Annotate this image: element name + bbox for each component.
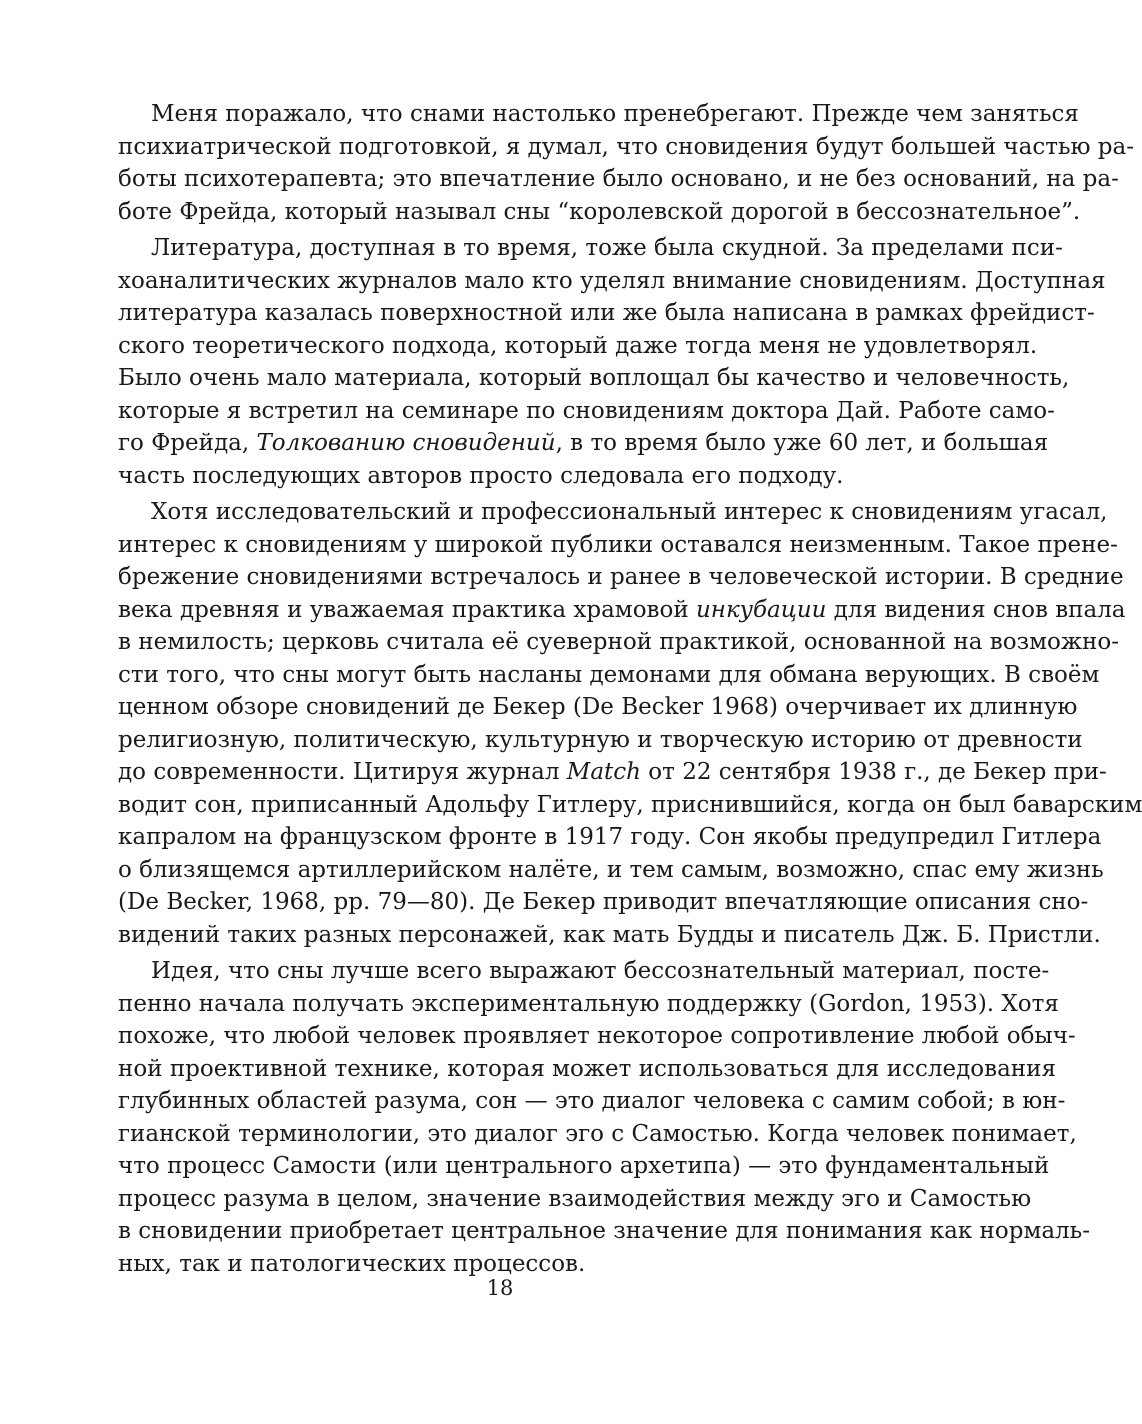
italic-text: Match (566, 759, 641, 785)
text-line (118, 626, 1119, 659)
text-segment: пенно начала получать экспериментальную поддержку (Gordon, 1953). Хотя (118, 990, 1059, 1017)
text-segment: гианской терминологии, это диалог эго с Самостью. Когда человек понимает, (118, 1120, 1077, 1147)
text-segment: Литература, доступная в то время, тоже была скудной. За пределами пси- (151, 235, 1063, 261)
text-line (118, 1118, 1077, 1151)
text-line (118, 131, 1135, 164)
text-segment: что процесс Самости (или центрального архетипа) — это фундаментальный (118, 1153, 1050, 1179)
text-segment: литература казалась поверхностной или же была написана в рамках фрейдист- (118, 300, 1095, 326)
text-segment: ных, так и патологических процессов. (118, 1250, 586, 1277)
text-segment: часть последующих авторов просто следовала его подходу. (118, 462, 844, 489)
italic-text: инкубации (695, 596, 827, 623)
text-segment: от 22 сентября 1938 г., де Бекер при- (641, 759, 1107, 785)
text-line (118, 427, 1049, 460)
italic-text: Толкованию сновидений (256, 430, 556, 456)
paragraph (118, 98, 1135, 228)
text-line (118, 955, 1050, 988)
text-line (118, 561, 1124, 594)
text-segment: ценном обзоре сновидений де Бекер (De Becker 1968) очерчивает их длинную (118, 694, 1078, 720)
text-segment: капралом на французском фронте в 1917 году. Сон якобы предупредил Гитлера (118, 824, 1102, 850)
text-segment: хоаналитических журналов мало кто уделял внимание сновидениям. Доступная (118, 267, 1106, 294)
text-segment: в немилость; церковь считала её суеверной практикой, основанной на возможно- (118, 629, 1119, 655)
text-line (118, 756, 1107, 789)
paragraph (118, 232, 1106, 492)
text-line (118, 919, 1101, 952)
text-line (118, 594, 1126, 627)
text-segment: ной проективной технике, которая может использоваться для исследования (118, 1055, 1056, 1082)
text-segment: до современности. Цитируя журнал (118, 759, 567, 785)
text-line (118, 496, 1108, 529)
text-segment: водит сон, приписанный Адольфу Гитлеру, приснившийся, когда он был баварским (118, 791, 1142, 818)
text-line (118, 265, 1106, 298)
text-line (118, 1215, 1090, 1248)
text-segment: боте Фрейда, который называл сны “королевской дорогой в бессознательное”. (118, 198, 1081, 225)
text-segment: глубинных областей разума, сон — это диалог человека с самим собой; в юн- (118, 1088, 1066, 1114)
text-line (118, 659, 1100, 692)
text-line (118, 988, 1059, 1021)
text-line (118, 821, 1102, 854)
text-segment: для видения снов впала (826, 596, 1126, 623)
text-line (118, 1085, 1066, 1118)
text-segment: интерес к сновидениям у широкой публики оставался неизменным. Такое прене- (118, 531, 1118, 558)
text-segment: (De Becker, 1968, pp. 79—80). Де Бекер приводит впечатляющие описания сно- (118, 889, 1089, 915)
text-line (118, 886, 1089, 919)
body-text (118, 98, 1142, 1280)
text-segment: видений таких разных персонажей, как мать Будды и писатель Дж. Б. Пристли. (118, 921, 1101, 948)
text-segment: о близящемся артиллерийском налёте, и тем самым, возможно, спас ему жизнь (118, 856, 1104, 883)
text-line (118, 691, 1078, 724)
text-segment: которые я встретил на семинаре по сновидениям доктора Дай. Работе само- (118, 397, 1055, 424)
text-segment: в сновидении приобретает центральное значение для понимания как нормаль- (118, 1218, 1090, 1244)
text-line (118, 1183, 1032, 1216)
text-segment: психиатрической подготовкой, я думал, что сновидения будут большей частью ра- (118, 133, 1135, 160)
text-line (118, 297, 1095, 330)
text-segment: брежение сновидениями встречалось и ранее в человеческой истории. В средние (118, 564, 1124, 590)
paragraph (118, 496, 1142, 951)
text-line (118, 1053, 1056, 1086)
text-line (118, 98, 1079, 131)
text-segment: Меня поражало, что снами настолько пренебрегают. Прежде чем заняться (151, 101, 1079, 127)
text-segment: сти того, что сны могут быть насланы демонами для обмана верующих. В своём (118, 661, 1100, 688)
text-line (118, 724, 1083, 757)
text-line (118, 789, 1142, 822)
text-segment: религиозную, политическую, культурную и творческую историю от древности (118, 726, 1083, 753)
text-line (118, 395, 1055, 428)
text-segment: века древняя и уважаемая практика храмовой (118, 596, 696, 623)
text-line (118, 163, 1119, 196)
text-line (118, 196, 1081, 229)
text-segment: Идея, что сны лучше всего выражают бессознательный материал, посте- (151, 958, 1050, 984)
text-line (118, 460, 884, 493)
text-segment: Было очень мало материала, который воплощал бы качество и человечность, (118, 365, 1070, 391)
text-segment: го Фрейда, (118, 430, 257, 456)
text-line (118, 1150, 1050, 1183)
text-segment: ского теоретического подхода, который даже тогда меня не удовлетворял. (118, 332, 1038, 359)
text-line (118, 232, 1063, 265)
text-line (118, 854, 1104, 887)
text-line (118, 330, 1038, 363)
text-line (118, 1020, 1076, 1053)
text-segment: процесс разума в целом, значение взаимодействия между эго и Самостью (118, 1185, 1032, 1212)
text-line (118, 362, 1070, 395)
text-segment: , в то время было уже 60 лет, и большая (555, 430, 1049, 456)
text-segment: похоже, что любой человек проявляет некоторое сопротивление любой обыч- (118, 1023, 1076, 1049)
paragraph (118, 955, 1090, 1280)
text-line (118, 529, 1118, 562)
page-number: 18 (486, 1276, 514, 1300)
text-segment: боты психотерапевта; это впечатление было основано, и не без оснований, на ра- (118, 166, 1119, 192)
text-segment: Хотя исследовательский и профессиональный интерес к сновидениям угасал, (151, 499, 1108, 525)
